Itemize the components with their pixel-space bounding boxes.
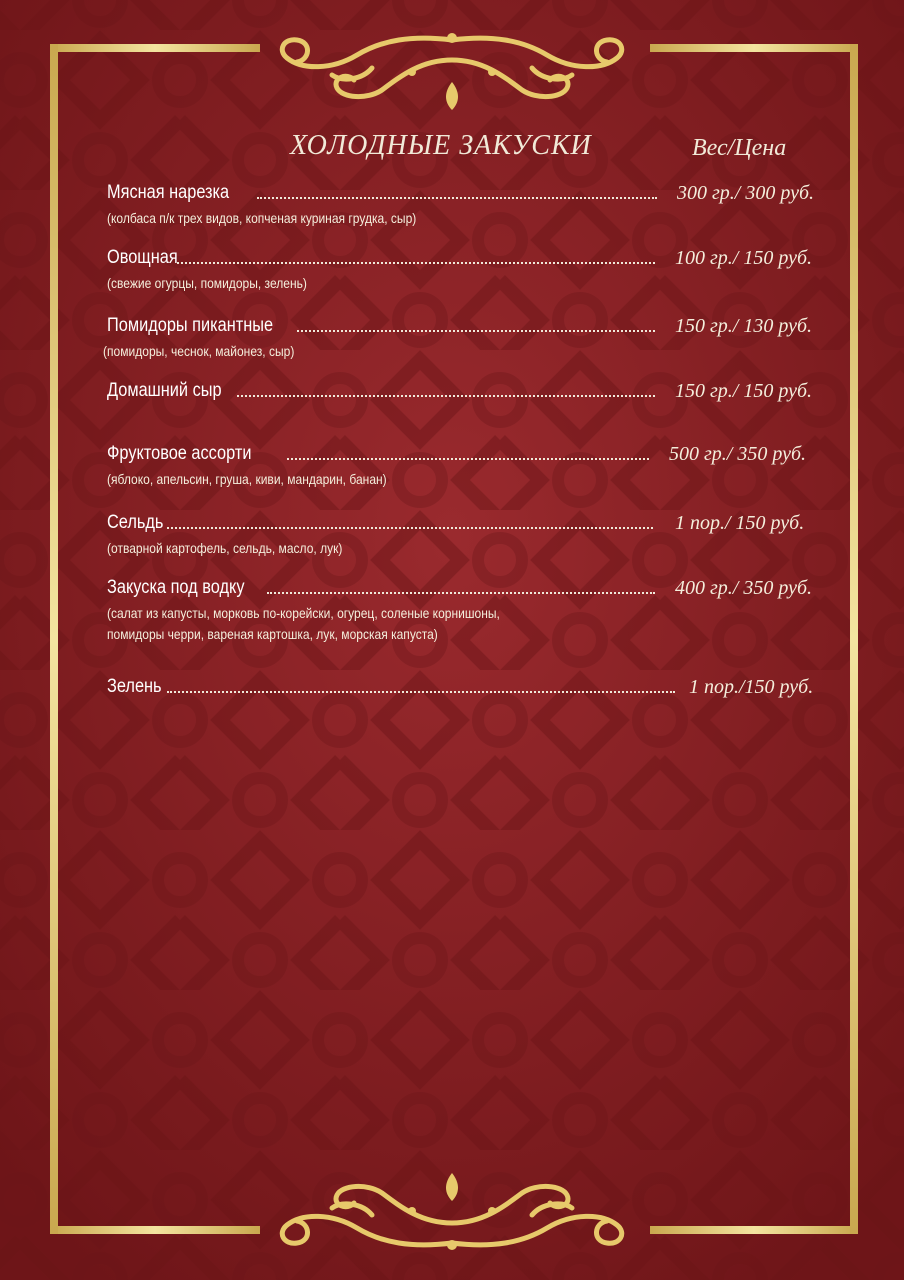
frame-left bbox=[50, 44, 58, 1234]
item-name: Фруктовое ассорти bbox=[107, 443, 252, 464]
item-description: (свежие огурцы, помидоры, зелень) bbox=[107, 275, 307, 291]
dot-leader bbox=[177, 262, 655, 264]
item-name: Домашний сыр bbox=[107, 380, 222, 401]
dot-leader bbox=[167, 691, 675, 693]
item-name: Помидоры пикантные bbox=[107, 315, 274, 336]
item-price: 1 пор./150 руб. bbox=[689, 676, 814, 698]
top-flourish-ornament bbox=[262, 20, 642, 115]
menu-item bbox=[107, 512, 822, 559]
menu-item bbox=[107, 577, 822, 645]
item-price: 500 гр./ 350 руб. bbox=[669, 443, 807, 465]
item-name: Овощная bbox=[107, 247, 178, 268]
item-price: 100 гр./ 150 руб. bbox=[675, 247, 813, 269]
dot-leader bbox=[267, 592, 655, 594]
item-price: 150 гр./ 130 руб. bbox=[675, 315, 813, 337]
menu-item bbox=[103, 315, 822, 362]
dot-leader bbox=[237, 395, 655, 397]
dot-leader bbox=[167, 527, 653, 529]
item-description: (колбаса п/к трех видов, копченая куриная грудка, сыр) bbox=[107, 210, 417, 226]
price-column-header: Вес/Цена bbox=[692, 135, 787, 161]
dot-leader bbox=[297, 330, 655, 332]
item-name: Мясная нарезка bbox=[107, 182, 230, 203]
frame-top-right bbox=[650, 44, 858, 52]
item-description: помидоры черри, вареная картошка, лук, морская капуста) bbox=[107, 626, 438, 642]
item-description: (яблоко, апельсин, груша, киви, мандарин, банан) bbox=[107, 471, 387, 487]
item-price: 400 гр./ 350 руб. bbox=[675, 577, 813, 599]
item-price: 1 пор./ 150 руб. bbox=[675, 512, 805, 534]
item-name: Закуска под водку bbox=[107, 577, 245, 598]
dot-leader bbox=[257, 197, 657, 199]
item-name: Сельдь bbox=[107, 512, 164, 533]
item-description: (отварной картофель, сельдь, масло, лук) bbox=[107, 540, 343, 556]
menu-section-title: ХОЛОДНЫЕ ЗАКУСКИ bbox=[290, 130, 592, 161]
frame-right bbox=[850, 44, 858, 1234]
frame-bottom-right bbox=[650, 1226, 858, 1234]
menu-item bbox=[107, 380, 822, 406]
frame-bottom-left bbox=[50, 1226, 260, 1234]
item-price: 150 гр./ 150 руб. bbox=[675, 380, 813, 402]
menu-item bbox=[107, 182, 822, 229]
frame-top-left bbox=[50, 44, 260, 52]
dot-leader bbox=[287, 458, 649, 460]
item-price: 300 гр./ 300 руб. bbox=[677, 182, 815, 204]
menu-item bbox=[107, 247, 822, 294]
menu-item bbox=[107, 443, 822, 490]
bottom-flourish-ornament bbox=[262, 1168, 642, 1263]
item-description: (помидоры, чеснок, майонез, сыр) bbox=[103, 343, 295, 359]
item-name: Зелень bbox=[107, 676, 162, 697]
item-description: (салат из капусты, морковь по-корейски, огурец, соленые корнишоны, bbox=[107, 605, 500, 621]
menu-item bbox=[107, 676, 822, 702]
